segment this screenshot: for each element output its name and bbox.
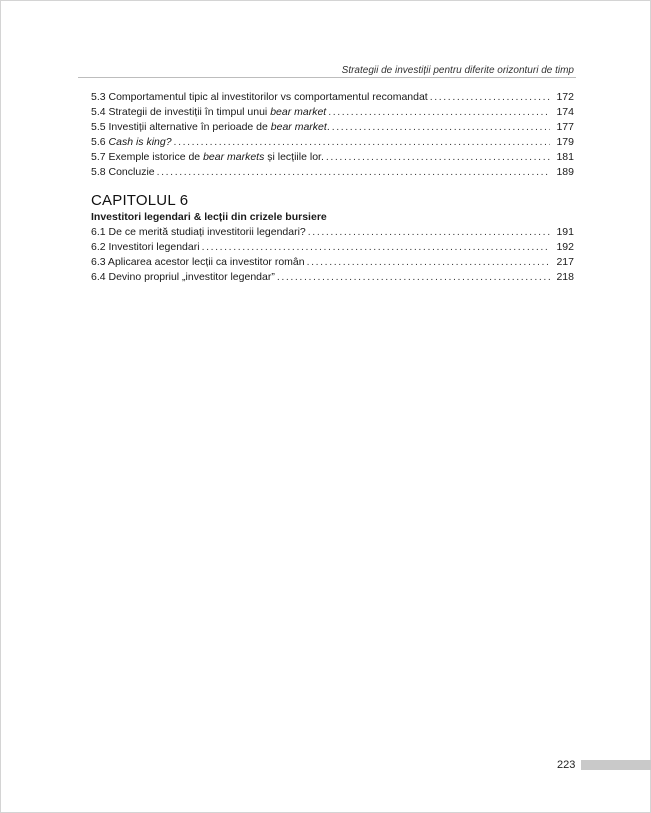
toc-entry-page: 172 [556, 91, 574, 103]
header-rule [78, 77, 576, 78]
dot-leader [307, 255, 550, 270]
toc-entry-title: 5.7 Exemple istorice de bear markets și lecțiile lor. [91, 151, 324, 163]
toc-entry-page: 177 [556, 121, 574, 133]
toc-entry-title: 5.6 Cash is king? [91, 136, 172, 148]
dot-leader [202, 240, 550, 255]
toc-entry-page: 181 [556, 151, 574, 163]
toc-entry-page: 218 [556, 271, 574, 283]
toc-entry [91, 255, 574, 270]
toc-entry-page: 179 [556, 136, 574, 148]
dot-leader [157, 165, 550, 180]
toc-entry-page: 189 [556, 166, 574, 178]
toc-entry-title: 5.3 Comportamentul tipic al investitorilor vs comportamentul recomandat [91, 91, 428, 103]
chapter-label: CAPITOLUL 6 [91, 192, 189, 209]
table-of-contents [91, 90, 574, 285]
toc-entry-page: 191 [556, 226, 574, 238]
toc-entry-page: 192 [556, 241, 574, 253]
toc-chapter-5-entries [91, 90, 574, 180]
toc-entry-title: 5.4 Strategii de investiții în timpul unui bear market [91, 106, 327, 118]
toc-entry [91, 225, 574, 240]
dot-leader [332, 120, 550, 135]
toc-entry-page: 217 [556, 256, 574, 268]
dot-leader [174, 135, 550, 150]
toc-entry [91, 270, 574, 285]
toc-chapter-6-entries [91, 225, 574, 285]
dot-leader [430, 90, 550, 105]
toc-entry [91, 120, 574, 135]
dot-leader [277, 270, 550, 285]
toc-entry [91, 165, 574, 180]
toc-entry-title: 6.2 Investitori legendari [91, 241, 200, 253]
toc-entry-title: 6.1 De ce merită studiați investitorii legendari? [91, 226, 306, 238]
chapter-title: Investitori legendari & lecții din crizele bursiere [91, 211, 327, 223]
toc-entry [91, 135, 574, 150]
running-head: Strategii de investiții pentru diferite orizonturi de timp [341, 65, 574, 76]
toc-entry-title: 6.4 Devino propriul „investitor legendar” [91, 271, 275, 283]
toc-entry [91, 150, 574, 165]
toc-entry [91, 105, 574, 120]
page-edge-tab [581, 760, 651, 770]
dot-leader [328, 105, 550, 120]
chapter-6-block [91, 192, 574, 285]
page-number: 223 [557, 759, 576, 771]
toc-entry-title: 6.3 Aplicarea acestor lecții ca investitor român [91, 256, 305, 268]
toc-entry-title: 5.5 Investiții alternative în perioade de bear market. [91, 121, 330, 133]
toc-entry [91, 90, 574, 105]
toc-entry-page: 174 [556, 106, 574, 118]
dot-leader [326, 150, 550, 165]
toc-entry-title: 5.8 Concluzie [91, 166, 155, 178]
dot-leader [308, 225, 550, 240]
toc-entry [91, 240, 574, 255]
